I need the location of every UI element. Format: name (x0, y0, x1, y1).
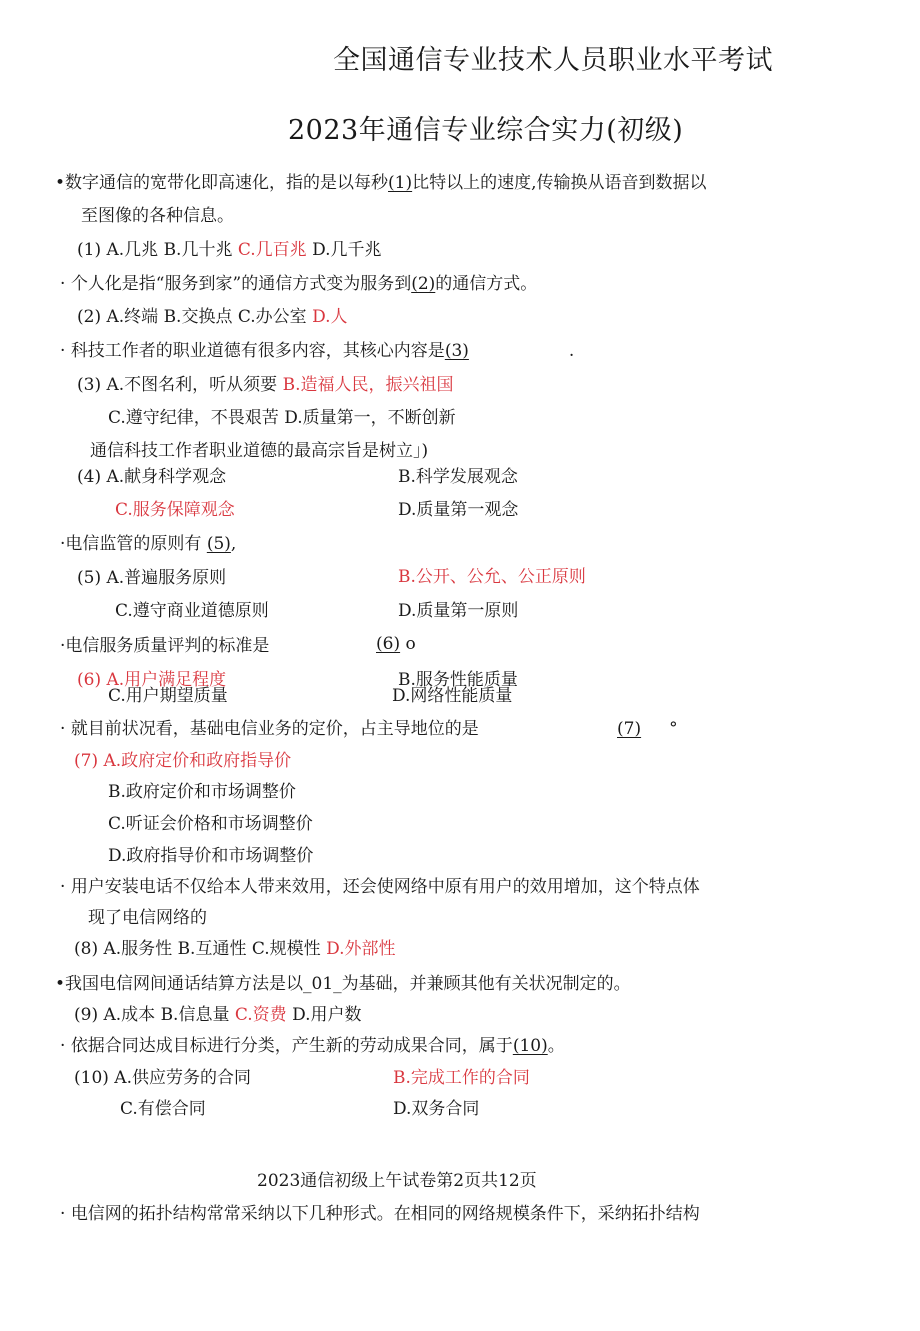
question-1-stem: •数字通信的宽带化即高速化，指的是以每秒(1)比特以上的速度,传输换从语音到数据以 (55, 173, 707, 193)
blank-2: (2) (411, 274, 436, 294)
question-5-option-b-answer: B.公开、公允、公正原则 (398, 567, 586, 587)
question-5-option-a: (5) A.普遍服务原则 (77, 568, 227, 588)
page-footer: 2023通信初级上午试卷第2页共12页 (257, 1171, 537, 1191)
blank-7: (7) (617, 719, 642, 739)
question-3-options-cont: C.遵守纪律，不畏艰苦 D.质量第一，不断创新 (108, 408, 456, 428)
question-5-option-c: C.遵守商业道德原则 (115, 601, 269, 621)
question-8-stem-cont: 现了电信网络的 (88, 908, 207, 928)
blank-6: (6) (376, 634, 401, 654)
bullet: · (60, 877, 66, 897)
question-10-option-b-answer: B.完成工作的合同 (393, 1068, 530, 1088)
question-4-stem: 通信科技工作者职业道德的最高宗旨是树立」) (90, 441, 429, 461)
answer-highlight: B.造福人民，振兴祖国 (282, 375, 454, 395)
question-5-option-d: D.质量第一原则 (398, 601, 519, 621)
question-4-option-b: B.科学发展观念 (398, 467, 518, 487)
question-10-option-d: D.双务合同 (393, 1099, 480, 1119)
question-5-stem: ·电信监管的原则有 (5), (60, 534, 237, 554)
question-9-stem: •我国电信网间通话结算方法是以_01_为基础，并兼顾其他有关状况制定的。 (55, 974, 631, 994)
question-1-options: (1) A.几兆 B.几十兆 C.几百兆 D.几千兆 (77, 240, 382, 260)
bullet: · (60, 341, 66, 361)
question-1-stem-cont: 至图像的各种信息。 (81, 206, 234, 226)
answer-highlight: C.资费 (234, 1005, 287, 1025)
bullet: • (55, 974, 66, 994)
question-6-stem: ·电信服务质量评判的标准是 (60, 636, 270, 656)
question-9-options: (9) A.成本 B.信息量 C.资费 D.用户数 (74, 1005, 362, 1025)
bullet: · (60, 636, 66, 656)
question-10-stem: · 依据合同达成目标进行分类，产生新的劳动成果合同，属于(10)。 (60, 1036, 565, 1056)
question-4-option-d: D.质量第一观念 (398, 500, 519, 520)
question-6-blank: (6) o (376, 634, 416, 654)
answer-highlight: D.外部性 (326, 939, 396, 959)
question-6-option-c: C.用户期望质量 (108, 686, 228, 706)
exam-title: 全国通信专业技术人员职业水平考试 (333, 45, 773, 76)
bullet: · (60, 274, 66, 294)
question-4-option-c-answer: C.服务保障观念 (115, 500, 235, 520)
question-2-stem: · 个人化是指“服务到家”的通信方式变为服务到(2)的通信方式。 (60, 274, 538, 294)
question-7-option-a-answer: (7) A.政府定价和政府指导价 (74, 751, 292, 771)
blank-1: (1) (388, 173, 413, 193)
bullet: • (55, 173, 66, 193)
question-3-options: (3) A.不图名利，听从须要 B.造福人民，振兴祖国 (77, 375, 454, 395)
next-question-stem: · 电信网的拓扑结构常常采纳以下几种形式。在相同的网络规模条件下，采纳拓扑结构 (60, 1204, 700, 1224)
question-4-option-a: (4) A.献身科学观念 (77, 467, 227, 487)
question-10-option-c: C.有偿合同 (120, 1099, 206, 1119)
blank-3: (3) (444, 341, 469, 361)
exam-subtitle: 2023年通信专业综合实力(初级) (288, 115, 684, 146)
answer-highlight: D.人 (312, 307, 348, 327)
blank-5: (5) (206, 534, 231, 554)
blank-10: (10) (512, 1036, 548, 1056)
bullet: · (60, 1204, 66, 1224)
question-3-stem: · 科技工作者的职业道德有很多内容，其核心内容是(3) . (60, 341, 575, 361)
question-7-option-d: D.政府指导价和市场调整价 (108, 846, 314, 866)
question-8-options: (8) A.服务性 B.互通性 C.规模性 D.外部性 (74, 939, 396, 959)
bullet: · (60, 1036, 66, 1056)
question-6-option-d: D.网络性能质量 (392, 686, 513, 706)
bullet: · (60, 534, 66, 554)
question-10-option-a: (10) A.供应劳务的合同 (74, 1068, 251, 1088)
question-2-options: (2) A.终端 B.交换点 C.办公室 D.人 (77, 307, 348, 327)
question-8-stem: · 用户安装电话不仅给本人带来效用，还会使网络中原有用户的效用增加，这个特点体 (60, 877, 700, 897)
question-7-option-c: C.听证会价格和市场调整价 (108, 814, 313, 834)
bullet: · (60, 719, 66, 739)
question-7-option-b: B.政府定价和市场调整价 (108, 782, 296, 802)
question-7-stem: · 就目前状况看，基础电信业务的定价，占主导地位的是 (60, 719, 479, 739)
question-6-option-b-clipped: B.服务性能质量 (398, 670, 518, 690)
answer-highlight: C.几百兆 (237, 240, 307, 260)
question-6-option-a-clipped: (6) A.用户满足程度 (77, 670, 227, 690)
question-7-blank: (7) ° (617, 719, 678, 739)
